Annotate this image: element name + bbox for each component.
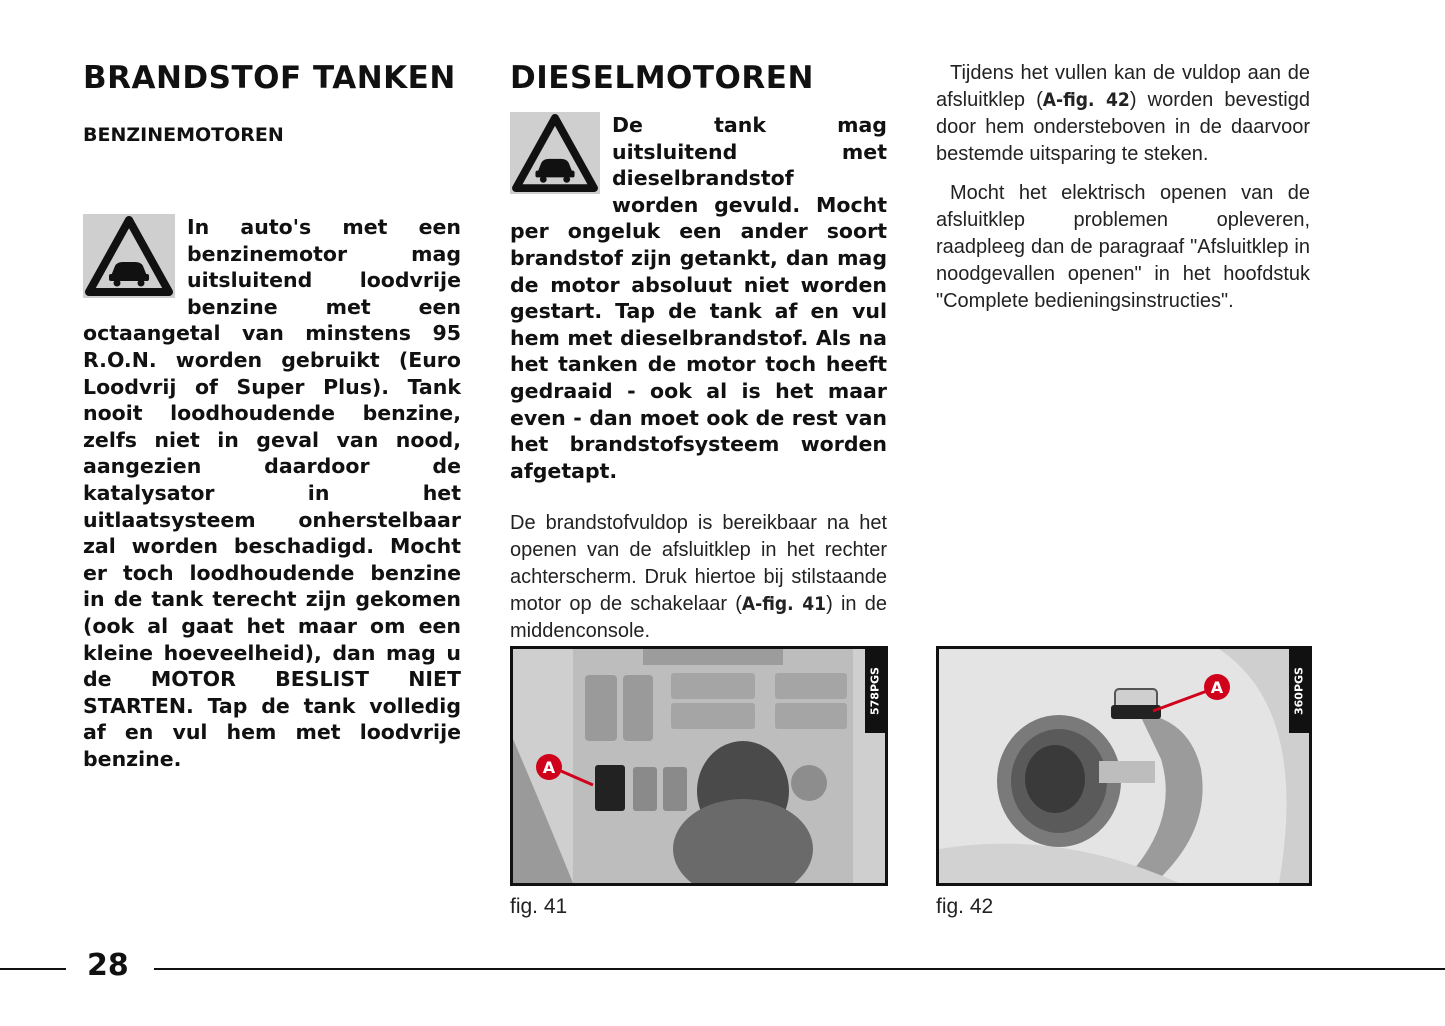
paragraph-emergency: Mocht het elektrisch openen van de afsluitklep problemen opleveren, raadpleeg dan de paragraaf "Afsluitklep in noodgevallen openen" in het hoofdstuk "Complete bedieningsinstructies". [936, 182, 1310, 312]
section-title-diesel: DIESELMOTOREN [510, 60, 814, 96]
column-1 [83, 60, 461, 772]
warning-block-diesel [510, 112, 887, 484]
footer-rule-right [154, 968, 1445, 970]
page-title: BRANDSTOF TANKEN [83, 60, 456, 96]
fuel-cap-paragraph [510, 510, 887, 645]
callout-label: A [542, 758, 556, 777]
warning-text-petrol: In auto's met een benzinemotor mag uitsluitend loodvrije benzine met een octaangetal van minstens 95 R.O.N. worden gebruikt (Euro Loodvrij of Super Plus). Tank nooit loodhoudende benzine, zelfs niet in geval van nood, aangezien daardoor de katalysator in het uitlaatsysteem onherstelbaar zal worden beschadigd. Mocht er toch loodhoudende benzine in de tank terecht zijn gekomen (ook al gaat het maar om een kleine hoeveelheid), dan mag u de MOTOR BESLIST NIET STARTEN. Tap de tank volledig af en vul hem met loodvrije benzine. [83, 215, 461, 771]
para-text: Tijdens het vullen kan de vuldop aan de afsluitklep ( [936, 62, 1310, 111]
fuel-flap-photo [939, 649, 1309, 883]
column-3 [936, 60, 1310, 315]
para-text: ) in de middenconsole. [510, 593, 887, 643]
para-text: ) worden bevestigd door hem ondersteboven in de daarvoor bestemde uitsparing te steken. [936, 89, 1310, 165]
figure-code: 578PGS [865, 649, 885, 733]
para-text: De brandstofvuldop is bereikbaar na het openen van de afsluitklep in het rechter achterscherm. Druk hiertoe bij stilstaande motor op de schakelaar ( [510, 512, 887, 616]
figure-caption-42: fig. 42 [936, 895, 994, 918]
footer-rule-left [0, 968, 66, 970]
figure-caption-41: fig. 41 [510, 895, 568, 918]
warning-car-icon [83, 214, 175, 298]
page-number: 28 [87, 948, 129, 983]
warning-car-icon [510, 112, 600, 194]
figure-code: 360PGS [1289, 649, 1309, 733]
console-photo [513, 649, 885, 883]
section-subtitle: BENZINEMOTOREN [83, 124, 284, 146]
paragraph-cap-storage [936, 60, 1310, 168]
figure-reference: A-fig. 42 [1042, 89, 1130, 111]
figure-reference: A-fig. 41 [741, 593, 827, 616]
figure-41 [510, 646, 888, 886]
column-2 [510, 60, 887, 645]
figure-42 [936, 646, 1312, 886]
warning-block-petrol [83, 214, 461, 772]
callout-label: A [1210, 678, 1224, 697]
warning-text-diesel: De tank mag uitsluitend met dieselbrandstof worden gevuld. Mocht per ongeluk een ander soort brandstof zijn getankt, dan mag de motor absoluut niet worden gestart. Tap de tank af en vul hem met dieselbrandstof. Als na het tanken de motor toch heeft gedraaid - ook al is het maar even - dan moet ook de rest van het brandstofsysteem worden afgetapt. [510, 113, 887, 483]
